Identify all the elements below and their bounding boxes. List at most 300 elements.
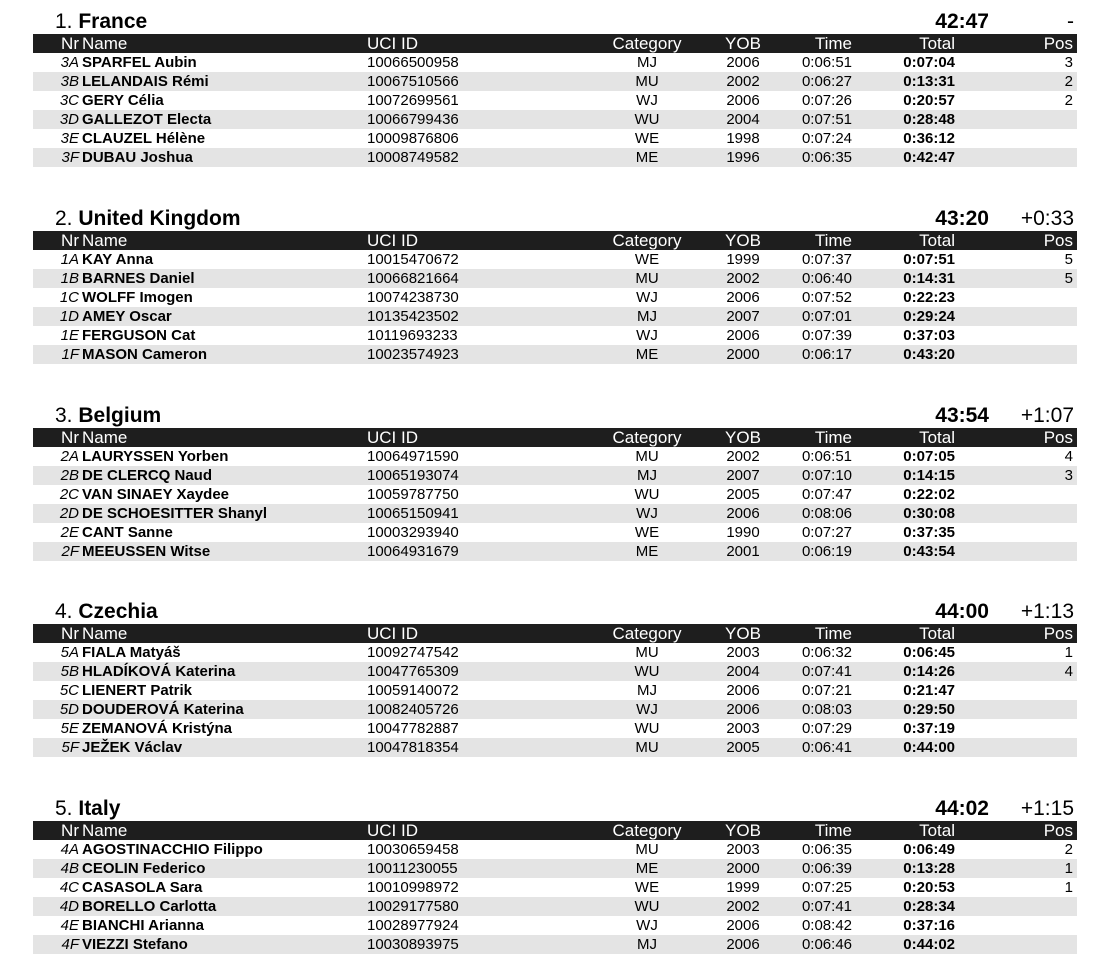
rider-total: 0:20:53: [903, 879, 955, 896]
team-title: [55, 404, 161, 428]
team-header: [33, 797, 1077, 821]
team-total-time: 42:47: [935, 10, 989, 33]
rider-row: [33, 504, 1077, 523]
rider-number: 5A: [60, 644, 79, 661]
rider-category: ME: [635, 346, 659, 363]
team-total-time: 43:20: [935, 207, 989, 230]
rider-uci-id: 10067510566: [367, 73, 459, 90]
rider-time: 0:06:40: [801, 270, 852, 287]
team-gap: +1:07: [1020, 404, 1074, 427]
rider-pos: 1: [1064, 860, 1073, 877]
rider-category: MU: [635, 841, 659, 858]
rider-uci-id: 10119693233: [367, 327, 458, 344]
rider-number: 2B: [60, 467, 79, 484]
col-uci-id: UCI ID: [367, 34, 418, 53]
rider-number: 5B: [60, 663, 79, 680]
rider-category: WJ: [636, 701, 658, 718]
col-nr: Nr: [61, 428, 79, 447]
rider-time: 0:07:26: [801, 92, 852, 109]
rider-number: 1C: [59, 289, 79, 306]
rider-uci-id: 10065193074: [367, 467, 459, 484]
col-name: Name: [82, 34, 128, 53]
rider-pos: 3: [1064, 54, 1073, 71]
rider-time: 0:07:51: [801, 111, 852, 128]
rider-row: [33, 485, 1077, 504]
team-gap: +0:33: [1020, 207, 1074, 230]
rider-uci-id: 10030893975: [367, 936, 459, 953]
rider-uci-id: 10047782887: [367, 720, 459, 737]
rider-category: WJ: [636, 505, 658, 522]
rider-uci-id: 10092747542: [367, 644, 459, 661]
rider-yob: 2004: [726, 111, 760, 128]
col-category: Category: [612, 34, 682, 53]
team-name: Belgium: [78, 404, 162, 427]
rider-uci-id: 10066821664: [367, 270, 459, 287]
team-title: [55, 207, 241, 231]
rider-total: 0:43:54: [903, 543, 955, 560]
rider-pos: 1: [1064, 879, 1073, 896]
rider-yob: 1998: [726, 130, 760, 147]
rider-number: 3C: [59, 92, 79, 109]
rider-time: 0:07:39: [801, 327, 852, 344]
team-block: [33, 404, 1077, 561]
col-yob: YOB: [725, 231, 761, 250]
rider-row: [33, 288, 1077, 307]
rider-uci-id: 10010998972: [367, 879, 459, 896]
col-total: Total: [919, 428, 955, 447]
rider-time: 0:07:41: [801, 663, 852, 680]
rider-category: WJ: [636, 92, 658, 109]
rider-uci-id: 10064931679: [367, 543, 459, 560]
rider-number: 2A: [60, 448, 79, 465]
rider-number: 1D: [59, 308, 79, 325]
rider-time: 0:08:42: [801, 917, 852, 934]
rider-name: CLAUZEL Hélène: [82, 130, 206, 147]
rider-name: FIALA Matyáš: [82, 644, 181, 661]
rider-total: 0:13:31: [903, 73, 955, 90]
team-title: [55, 600, 158, 624]
rider-total: 0:43:20: [903, 346, 955, 363]
col-time: Time: [814, 821, 852, 840]
rider-number: 4B: [60, 860, 79, 877]
col-total: Total: [919, 821, 955, 840]
rider-uci-id: 10135423502: [367, 308, 459, 325]
rider-category: WU: [634, 111, 660, 128]
rider-name: DE SCHOESITTER Shanyl: [82, 505, 268, 522]
rider-number: 2E: [60, 524, 79, 541]
rider-time: 0:06:32: [801, 644, 852, 661]
rider-yob: 2006: [726, 92, 760, 109]
rider-yob: 2003: [726, 841, 760, 858]
column-header-row: [33, 624, 1077, 643]
rider-number: 5F: [61, 739, 79, 756]
rider-number: 2C: [59, 486, 79, 503]
rider-yob: 2002: [726, 73, 760, 90]
team-header: [33, 207, 1077, 231]
col-total: Total: [919, 624, 955, 643]
col-pos: Pos: [1043, 821, 1073, 840]
rider-time: 0:07:47: [801, 486, 852, 503]
rider-name: VIEZZI Stefano: [82, 936, 188, 953]
rider-name: BIANCHI Arianna: [82, 917, 204, 934]
rider-yob: 2007: [726, 467, 760, 484]
rider-total: 0:44:02: [903, 936, 955, 953]
rider-name: CANT Sanne: [82, 524, 173, 541]
rider-time: 0:06:46: [801, 936, 852, 953]
team-gap: -: [1067, 10, 1074, 33]
rider-name: SPARFEL Aubin: [82, 54, 197, 71]
rider-row: [33, 91, 1077, 110]
rider-total: 0:28:48: [903, 111, 955, 128]
rider-yob: 2006: [726, 936, 760, 953]
rider-row: [33, 447, 1077, 466]
rider-yob: 2006: [726, 327, 760, 344]
rider-time: 0:07:29: [801, 720, 852, 737]
rider-uci-id: 10082405726: [367, 701, 459, 718]
rider-category: WJ: [636, 917, 658, 934]
rider-total: 0:44:00: [903, 739, 955, 756]
rider-yob: 2000: [726, 860, 760, 877]
col-pos: Pos: [1043, 428, 1073, 447]
rider-number: 1E: [60, 327, 79, 344]
rider-row: [33, 916, 1077, 935]
rider-time: 0:06:35: [801, 149, 852, 166]
rider-yob: 2004: [726, 663, 760, 680]
team-name: France: [78, 10, 148, 33]
rider-name: GERY Célia: [82, 92, 164, 109]
rider-time: 0:06:35: [801, 841, 852, 858]
team-total-time: 44:00: [935, 600, 989, 623]
rider-pos: 3: [1064, 467, 1073, 484]
rider-name: ZEMANOVÁ Kristýna: [82, 720, 233, 737]
rider-total: 0:37:35: [903, 524, 955, 541]
rider-time: 0:07:21: [801, 682, 852, 699]
team-rank: 5.: [55, 797, 73, 820]
rider-time: 0:07:27: [801, 524, 852, 541]
rider-total: 0:29:50: [903, 701, 955, 718]
rider-name: VAN SINAEY Xaydee: [82, 486, 230, 503]
team-title: [55, 797, 120, 821]
col-time: Time: [814, 34, 852, 53]
rider-name: CASASOLA Sara: [82, 879, 203, 896]
rider-name: MASON Cameron: [82, 346, 208, 363]
rider-time: 0:08:06: [801, 505, 852, 522]
rider-name: BORELLO Carlotta: [82, 898, 217, 915]
rider-time: 0:06:51: [801, 448, 852, 465]
rider-total: 0:13:28: [903, 860, 955, 877]
team-header: [33, 600, 1077, 624]
rider-uci-id: 10066799436: [367, 111, 459, 128]
rider-time: 0:07:01: [801, 308, 852, 325]
column-header-row: [33, 821, 1077, 840]
col-name: Name: [82, 624, 128, 643]
rider-uci-id: 10028977924: [367, 917, 459, 934]
team-block: [33, 207, 1077, 364]
rider-uci-id: 10023574923: [367, 346, 459, 363]
rider-uci-id: 10047818354: [367, 739, 459, 756]
rider-row: [33, 643, 1077, 662]
rider-name: LELANDAIS Rémi: [82, 73, 209, 90]
rider-category: WE: [634, 524, 660, 541]
rider-number: 3A: [60, 54, 79, 71]
team-rank: 4.: [55, 600, 73, 623]
rider-pos: 2: [1064, 841, 1073, 858]
col-total: Total: [919, 34, 955, 53]
rider-category: MJ: [637, 308, 657, 325]
team-rank: 2.: [55, 207, 73, 230]
rider-total: 0:28:34: [903, 898, 955, 915]
rider-category: MU: [635, 270, 659, 287]
rider-category: MU: [635, 73, 659, 90]
rider-category: WE: [634, 879, 660, 896]
rider-uci-id: 10003293940: [367, 524, 459, 541]
rider-pos: 1: [1064, 644, 1073, 661]
col-category: Category: [612, 821, 682, 840]
rider-row: [33, 719, 1077, 738]
rider-name: LAURYSSEN Yorben: [82, 448, 229, 465]
rider-row: [33, 110, 1077, 129]
col-yob: YOB: [725, 428, 761, 447]
rider-uci-id: 10009876806: [367, 130, 459, 147]
rider-yob: 1990: [726, 524, 760, 541]
team-block: [33, 10, 1077, 167]
rider-total: 0:06:49: [903, 841, 955, 858]
rider-total: 0:20:57: [903, 92, 955, 109]
rider-number: 1A: [60, 251, 79, 268]
rider-uci-id: 10047765309: [367, 663, 459, 680]
team-header: [33, 404, 1077, 428]
rider-category: WE: [634, 130, 660, 147]
column-header-row: [33, 231, 1077, 250]
rider-number: 3D: [59, 111, 79, 128]
col-nr: Nr: [61, 821, 79, 840]
rider-row: [33, 700, 1077, 719]
rider-uci-id: 10008749582: [367, 149, 459, 166]
rider-row: [33, 326, 1077, 345]
rider-category: MJ: [637, 54, 657, 71]
rider-number: 4D: [59, 898, 79, 915]
rider-category: WU: [634, 486, 660, 503]
rider-category: MU: [635, 448, 659, 465]
team-gap: +1:13: [1020, 600, 1074, 623]
rider-yob: 2006: [726, 505, 760, 522]
col-uci-id: UCI ID: [367, 821, 418, 840]
rider-row: [33, 53, 1077, 72]
rider-yob: 2002: [726, 448, 760, 465]
rider-pos: 5: [1064, 251, 1073, 268]
rider-total: 0:21:47: [903, 682, 955, 699]
rider-total: 0:22:23: [903, 289, 955, 306]
rider-number: 2F: [61, 543, 79, 560]
rider-number: 4F: [61, 936, 79, 953]
rider-yob: 2006: [726, 682, 760, 699]
rider-row: [33, 662, 1077, 681]
rider-name: AGOSTINACCHIO Filippo: [82, 841, 263, 858]
rider-number: 5C: [59, 682, 79, 699]
rider-time: 0:07:10: [801, 467, 852, 484]
rider-total: 0:07:51: [903, 251, 955, 268]
column-header-row: [33, 428, 1077, 447]
rider-row: [33, 840, 1077, 859]
rider-name: GALLEZOT Electa: [82, 111, 212, 128]
rider-time: 0:07:41: [801, 898, 852, 915]
col-time: Time: [814, 428, 852, 447]
rider-number: 4E: [60, 917, 79, 934]
rider-number: 5D: [59, 701, 79, 718]
rider-row: [33, 523, 1077, 542]
rider-name: DE CLERCQ Naud: [82, 467, 213, 484]
rider-total: 0:14:31: [903, 270, 955, 287]
rider-yob: 2005: [726, 739, 760, 756]
rider-pos: 2: [1064, 73, 1073, 90]
col-uci-id: UCI ID: [367, 428, 418, 447]
rider-pos: 4: [1064, 663, 1073, 680]
team-total-time: 44:02: [935, 797, 989, 820]
rider-time: 0:08:03: [801, 701, 852, 718]
rider-yob: 2003: [726, 720, 760, 737]
rider-name: WOLFF Imogen: [82, 289, 193, 306]
rider-total: 0:36:12: [903, 130, 955, 147]
team-total-time: 43:54: [935, 404, 989, 427]
rider-yob: 1996: [726, 149, 760, 166]
rider-number: 3B: [60, 73, 79, 90]
rider-category: ME: [635, 860, 659, 877]
rider-category: ME: [635, 543, 659, 560]
rider-category: MJ: [637, 467, 657, 484]
rider-uci-id: 10059140072: [367, 682, 459, 699]
col-category: Category: [612, 624, 682, 643]
rider-row: [33, 129, 1077, 148]
col-yob: YOB: [725, 34, 761, 53]
rider-name: CEOLIN Federico: [82, 860, 206, 877]
rider-total: 0:29:24: [903, 308, 955, 325]
team-name: Italy: [78, 797, 121, 820]
rider-pos: 5: [1064, 270, 1073, 287]
rider-number: 3E: [60, 130, 79, 147]
col-nr: Nr: [61, 231, 79, 250]
col-nr: Nr: [61, 624, 79, 643]
team-block: [33, 600, 1077, 757]
col-uci-id: UCI ID: [367, 231, 418, 250]
col-pos: Pos: [1043, 624, 1073, 643]
rider-row: [33, 542, 1077, 561]
rider-total: 0:06:45: [903, 644, 955, 661]
rider-category: WU: [634, 720, 660, 737]
rider-yob: 2005: [726, 486, 760, 503]
rider-yob: 2000: [726, 346, 760, 363]
rider-category: MJ: [637, 936, 657, 953]
col-time: Time: [814, 231, 852, 250]
rider-category: ME: [635, 149, 659, 166]
rider-yob: 2001: [726, 543, 760, 560]
rider-total: 0:07:05: [903, 448, 955, 465]
col-uci-id: UCI ID: [367, 624, 418, 643]
rider-time: 0:07:37: [801, 251, 852, 268]
team-rank: 3.: [55, 404, 73, 427]
rider-row: [33, 859, 1077, 878]
rider-category: MU: [635, 644, 659, 661]
rider-time: 0:06:19: [801, 543, 852, 560]
rider-name: MEEUSSEN Witse: [82, 543, 211, 560]
col-name: Name: [82, 428, 128, 447]
col-time: Time: [814, 624, 852, 643]
rider-row: [33, 681, 1077, 700]
rider-yob: 2006: [726, 701, 760, 718]
rider-time: 0:06:17: [801, 346, 852, 363]
rider-total: 0:37:19: [903, 720, 955, 737]
rider-total: 0:14:15: [903, 467, 955, 484]
rider-name: HLADÍKOVÁ Katerina: [82, 663, 236, 680]
rider-total: 0:22:02: [903, 486, 955, 503]
rider-uci-id: 10030659458: [367, 841, 459, 858]
col-category: Category: [612, 428, 682, 447]
rider-name: KAY Anna: [82, 251, 154, 268]
rider-name: JEŽEK Václav: [82, 739, 183, 756]
col-nr: Nr: [61, 34, 79, 53]
col-pos: Pos: [1043, 231, 1073, 250]
rider-number: 4A: [60, 841, 79, 858]
rider-number: 2D: [59, 505, 79, 522]
rider-number: 3F: [61, 149, 79, 166]
col-pos: Pos: [1043, 34, 1073, 53]
team-rank: 1.: [55, 10, 73, 33]
rider-yob: 2002: [726, 270, 760, 287]
rider-category: WJ: [636, 289, 658, 306]
rider-total: 0:37:03: [903, 327, 955, 344]
rider-row: [33, 307, 1077, 326]
rider-row: [33, 345, 1077, 364]
rider-name: DOUDEROVÁ Katerina: [82, 701, 244, 718]
rider-row: [33, 897, 1077, 916]
rider-category: MU: [635, 739, 659, 756]
rider-uci-id: 10011230055: [367, 860, 458, 877]
col-yob: YOB: [725, 624, 761, 643]
col-total: Total: [919, 231, 955, 250]
rider-name: DUBAU Joshua: [82, 149, 193, 166]
rider-number: 4C: [59, 879, 79, 896]
team-name: Czechia: [78, 600, 158, 623]
rider-uci-id: 10059787750: [367, 486, 459, 503]
rider-row: [33, 148, 1077, 167]
rider-uci-id: 10064971590: [367, 448, 459, 465]
team-title: [55, 10, 147, 34]
rider-total: 0:07:04: [903, 54, 955, 71]
rider-time: 0:06:39: [801, 860, 852, 877]
team-gap: +1:15: [1020, 797, 1074, 820]
rider-yob: 2003: [726, 644, 760, 661]
rider-total: 0:37:16: [903, 917, 955, 934]
rider-pos: 2: [1064, 92, 1073, 109]
rider-number: 5E: [60, 720, 79, 737]
rider-uci-id: 10074238730: [367, 289, 459, 306]
rider-time: 0:06:51: [801, 54, 852, 71]
column-header-row: [33, 34, 1077, 53]
col-name: Name: [82, 821, 128, 840]
col-name: Name: [82, 231, 128, 250]
rider-uci-id: 10029177580: [367, 898, 459, 915]
rider-name: AMEY Oscar: [82, 308, 172, 325]
rider-name: FERGUSON Cat: [82, 327, 196, 344]
rider-total: 0:14:26: [903, 663, 955, 680]
rider-uci-id: 10065150941: [367, 505, 459, 522]
rider-yob: 2007: [726, 308, 760, 325]
rider-number: 1F: [61, 346, 79, 363]
col-category: Category: [612, 231, 682, 250]
rider-category: WU: [634, 898, 660, 915]
rider-time: 0:06:41: [801, 739, 852, 756]
rider-row: [33, 269, 1077, 288]
rider-number: 1B: [60, 270, 79, 287]
